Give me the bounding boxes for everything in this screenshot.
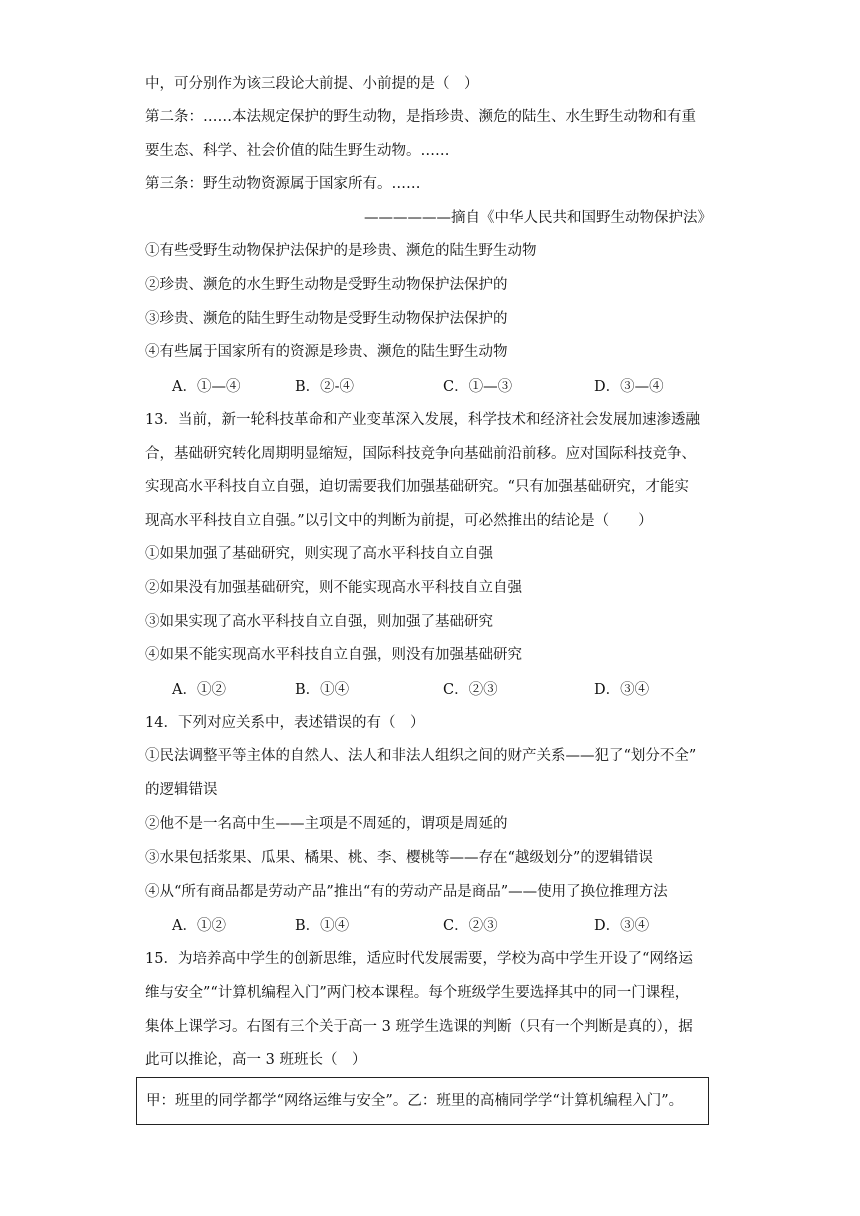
q12-item-4: ④有些属于国家所有的资源是珍贵、濒危的陆生野生动物 (145, 344, 508, 360)
q13-stem-line4: 现高水平科技自立自强。”以引文中的判断为前提，可必然推出的结论是（ ） (145, 513, 653, 529)
q12-option-b[interactable]: B．②-④ (295, 379, 355, 395)
q13-option-d[interactable]: D．③④ (594, 682, 650, 698)
q14-item-4: ④从“所有商品都是劳动产品”推出“有的劳动产品是商品”——使用了换位推理方法 (145, 884, 668, 900)
q15-judgement-box (136, 1077, 709, 1125)
q12-source-citation: ——————摘自《中华人民共和国野生动物保护法》 (364, 210, 712, 226)
q13-stem-line3: 实现高水平科技自立自强，迫切需要我们加强基础研究。“只有加强基础研究，才能实 (145, 479, 689, 495)
q15-stem-line1: 15．为培养高中学生的创新思维，适应时代发展需要，学校为高中学生开设了“网络运 (145, 951, 693, 967)
q12-law-article-2-line1: 第二条：……本法规定保护的野生动物，是指珍贵、濒危的陆生、水生野生动物和有重 (145, 109, 696, 125)
q13-option-c[interactable]: C．②③ (443, 682, 498, 698)
q12-stem-end: 中，可分别作为该三段论大前提、小前提的是（ ） (145, 76, 479, 92)
q13-stem-line2: 合，基础研究转化周期明显缩短，国际科技竞争向基础前沿前移。应对国际科技竞争、 (145, 446, 696, 462)
q12-item-3: ③珍贵、濒危的陆生野生动物是受野生动物保护法保护的 (145, 311, 508, 327)
q15-stem-line4: 此可以推论，高一 3 班班长（ ） (145, 1052, 367, 1068)
q12-item-2: ②珍贵、濒危的水生野生动物是受野生动物保护法保护的 (145, 277, 508, 293)
q14-item-1: ①民法调整平等主体的自然人、法人和非法人组织之间的财产关系——犯了“划分不全” (145, 748, 697, 764)
q15-stem-line3: 集体上课学习。右图有三个关于高一 3 班学生选课的判断（只有一个判断是真的），据 (145, 1019, 693, 1035)
q12-item-1: ①有些受野生动物保护法保护的是珍贵、濒危的陆生野生动物 (145, 243, 537, 259)
q13-item-2: ②如果没有加强基础研究，则不能实现高水平科技自立自强 (145, 580, 522, 596)
q15-stem-line2: 维与安全”“计算机编程入门”两门校本课程。每个班级学生要选择其中的同一门课程， (145, 985, 690, 1001)
q14-item-3: ③水果包括浆果、瓜果、橘果、桃、李、樱桃等——存在“越级划分”的逻辑错误 (145, 850, 653, 866)
q14-item-1-cont: 的逻辑错误 (145, 782, 218, 798)
q13-stem-line1: 13．当前，新一轮科技革命和产业变革深入发展，科学技术和经济社会发展加速渗透融 (145, 412, 700, 428)
q13-item-4: ④如果不能实现高水平科技自立自强，则没有加强基础研究 (145, 647, 522, 663)
q14-option-b[interactable]: B．①④ (295, 918, 350, 934)
q12-option-c[interactable]: C．①—③ (443, 379, 513, 395)
q13-option-b[interactable]: B．①④ (295, 682, 350, 698)
q13-item-3: ③如果实现了高水平科技自立自强，则加强了基础研究 (145, 614, 493, 630)
q15-judgement-text: 甲：班里的同学都学“网络运维与安全”。乙：班里的高楠同学学“计算机编程入门”。 (146, 1093, 684, 1109)
q14-option-d[interactable]: D．③④ (594, 918, 650, 934)
q14-stem: 14．下列对应关系中，表述错误的有（ ） (145, 715, 425, 731)
q13-item-1: ①如果加强了基础研究，则实现了高水平科技自立自强 (145, 546, 493, 562)
q13-option-a[interactable]: A．①② (172, 682, 226, 698)
q12-law-article-2-line2: 要生态、科学、社会价值的陆生野生动物。…… (145, 143, 450, 159)
q12-option-a[interactable]: A．①—④ (172, 379, 241, 395)
q12-option-d[interactable]: D．③—④ (594, 379, 664, 395)
q14-option-c[interactable]: C．②③ (443, 918, 498, 934)
q12-law-article-3: 第三条：野生动物资源属于国家所有。…… (145, 176, 421, 192)
q14-item-2: ②他不是一名高中生——主项是不周延的，谓项是周延的 (145, 816, 508, 832)
q14-option-a[interactable]: A．①② (172, 918, 226, 934)
